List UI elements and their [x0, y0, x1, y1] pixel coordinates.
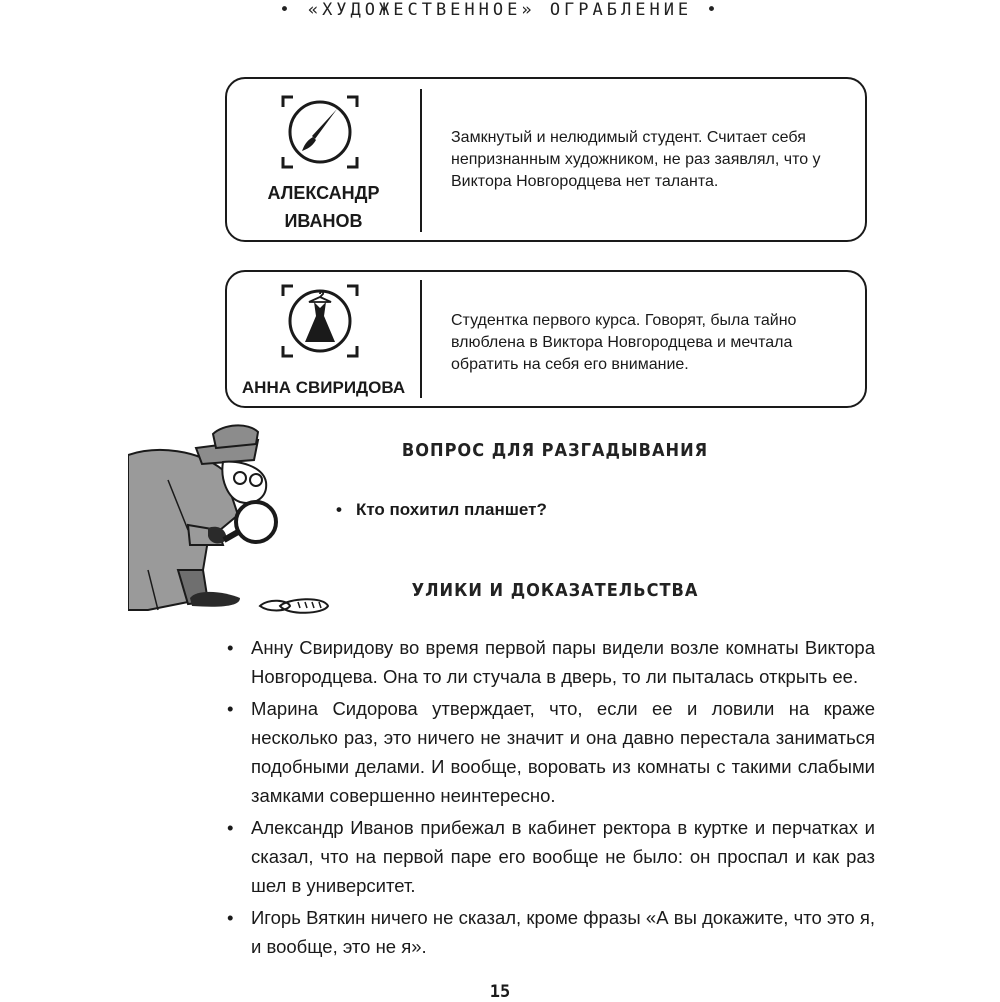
card-divider: [420, 280, 422, 398]
dress-on-hanger-icon: [279, 280, 361, 362]
paintbrush-icon: [279, 91, 361, 173]
running-title: • «ХУДОЖЕСТВЕННОЕ» ОГРАБЛЕНИЕ •: [279, 0, 721, 20]
suspect-description: Замкнутый и нелюдимый студент. Считает себя непризнанным художником, не раз заявлял, что у Виктора Новгородцева нет таланта.: [451, 129, 821, 190]
suspect-name: АЛЕКСАНДР ИВАНОВ: [267, 183, 380, 231]
card-divider: [420, 89, 422, 232]
evidence-list: [227, 633, 875, 964]
suspect-card-ivanov: [225, 77, 867, 242]
evidence-item: • Марина Сидорова утверждает, что, если ее и ловили на краже несколько раз, это ничего не значит и она давно перестала заниматься подобными делами. И вообще, воровать из комнаты с такими слабыми замками совершенно неинтересно.: [227, 698, 875, 806]
evidence-item: • Анну Свиридову во время первой пары видели возле комнаты Виктора Новгородцева. Она то ли стучала в дверь, то ли пыталась открыть ее.: [227, 637, 875, 687]
evidence-heading: УЛИКИ И ДОКАЗАТЕЛЬСТВА: [411, 580, 699, 601]
question-heading: ВОПРОС ДЛЯ РАЗГАДЫВАНИЯ: [401, 440, 709, 461]
evidence-item: • Александр Иванов прибежал в кабинет ректора в куртке и перчатках и сказал, что на первой паре его вообще не было: он проспал и как раз шел в университет.: [227, 817, 875, 896]
question-item: • Кто похитил планшет?: [336, 500, 547, 519]
evidence-item: • Игорь Вяткин ничего не сказал, кроме фразы «А вы докажите, что это я, и вообще, это не я».: [227, 907, 875, 957]
suspect-name: АННА СВИРИДОВА: [241, 378, 406, 397]
suspect-card-sviridova: [225, 270, 867, 408]
suspect-description: Студентка первого курса. Говорят, была тайно влюблена в Виктора Новгородцева и мечтала обратить на себя его внимание.: [451, 312, 797, 373]
detective-illustration: [128, 420, 333, 620]
page-number: 15: [489, 982, 511, 1002]
